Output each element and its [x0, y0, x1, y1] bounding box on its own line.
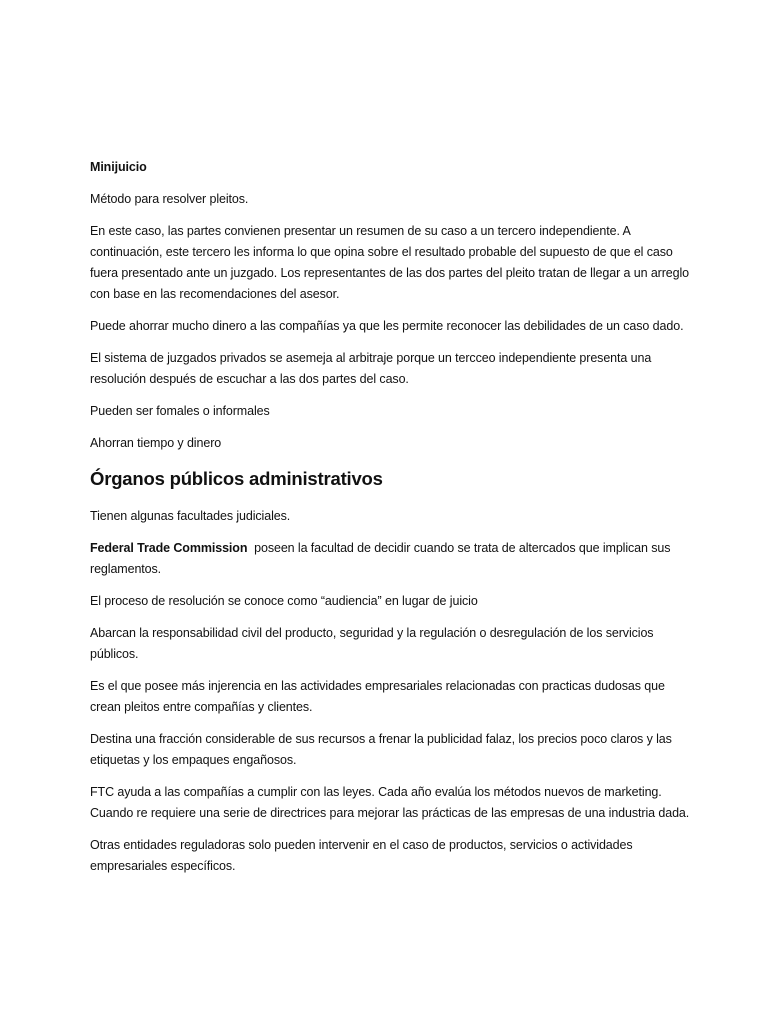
paragraph-faculties: Tienen algunas facultades judiciales.: [90, 509, 291, 523]
paragraph-resources: Destina una fracción considerable de sus recursos a frenar la publicidad falaz, los precios poco claros y las etiquetas y los empaques engañosos.: [90, 732, 672, 767]
paragraph-ftc: [90, 538, 690, 580]
paragraph-process: En este caso, las partes convienen presentar un resumen de su caso a un tercero independiente. A continuación, este tercero les informa lo que opina sobre el resultado probable del supuesto de que el caso fuera presentado ante un juzgado. Los representantes de las dos partes del pleito tratan de llegar a un arreglo con base en las recomendaciones del asesor.: [90, 224, 690, 301]
document-page: [90, 157, 690, 888]
paragraph-private-courts: El sistema de juzgados privados se asemeja al arbitraje porque un tercceo independiente presenta una resolución después de escuchar a las dos partes del caso.: [90, 351, 652, 386]
paragraph-other-entities: Otras entidades reguladoras solo pueden intervenir en el caso de productos, servicios o actividades empresariales específicos.: [90, 838, 633, 873]
paragraph-method: Método para resolver pleitos.: [90, 192, 249, 206]
paragraph-influence: Es el que posee más injerencia en las actividades empresariales relacionadas con practicas dudosas que crean pleitos entre compañías y clientes.: [90, 679, 665, 714]
paragraph-savings: Puede ahorrar mucho dinero a las compañías ya que les permite reconocer las debilidades de un caso dado.: [90, 319, 684, 333]
paragraph-hearing: El proceso de resolución se conoce como “audiencia” en lugar de juicio: [90, 594, 478, 608]
ftc-description: poseen la facultad de decidir cuando se trata de altercados que implican sus reglamentos.: [90, 541, 674, 576]
ftc-name: Federal Trade Commission: [90, 541, 248, 555]
paragraph-scope: Abarcan la responsabilidad civil del producto, seguridad y la regulación o desregulación de los servicios públicos.: [90, 626, 654, 661]
paragraph-formal: Pueden ser fomales o informales: [90, 404, 270, 418]
paragraph-time-money: Ahorran tiempo y dinero: [90, 436, 222, 450]
section-title-minijuicio: Minijuicio: [90, 160, 147, 174]
section-heading-organos: Órganos públicos administrativos: [90, 468, 383, 489]
paragraph-ftc-help: FTC ayuda a las compañías a cumplir con las leyes. Cada año evalúa los métodos nuevos de marketing. Cuando re requiere una serie de directrices para mejorar las prácticas de las empresas de una industria dada.: [90, 785, 690, 820]
